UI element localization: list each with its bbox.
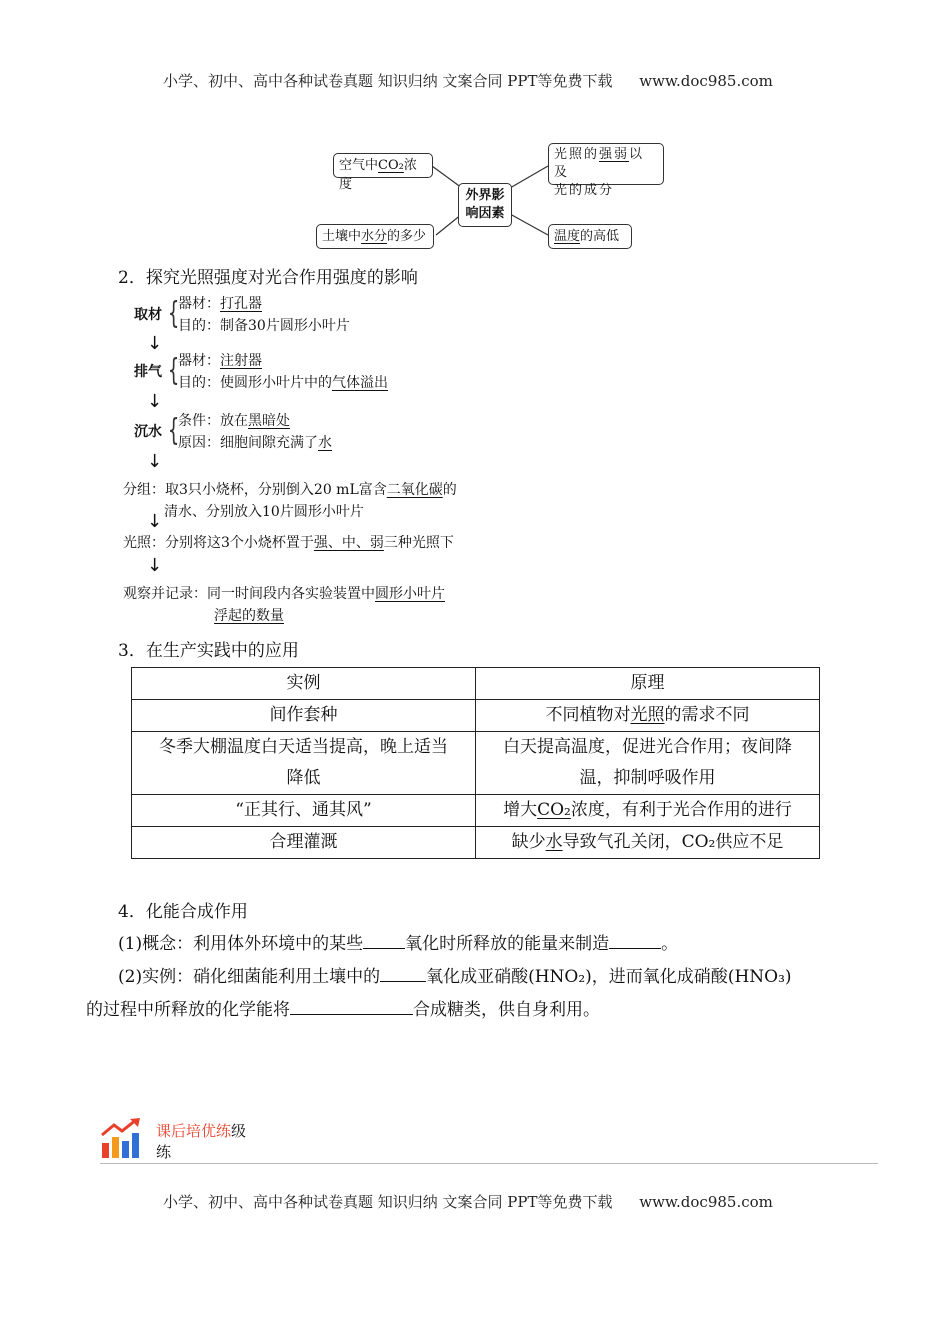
table-cell-example bbox=[132, 732, 476, 795]
table-cell-example: 合理灌溉 bbox=[132, 827, 476, 859]
step3-line1 bbox=[178, 410, 290, 430]
down-arrow-icon: ↓ bbox=[147, 451, 163, 472]
step1-l1-pre: 器材： bbox=[178, 296, 220, 312]
step6-l1-pre: 观察并记录：同一时间段内各实验装置中 bbox=[123, 586, 375, 602]
step2-l1-pre: 器材： bbox=[178, 353, 220, 369]
step4-line1 bbox=[123, 479, 457, 499]
p3-post: 合成糖类，供自身利用。 bbox=[413, 1000, 600, 1020]
diagram-center-box bbox=[458, 183, 512, 227]
table-header-example: 实例 bbox=[132, 668, 476, 700]
page-footer bbox=[163, 1191, 773, 1212]
step3-l2-answer: 水 bbox=[318, 435, 332, 451]
center-line-1: 外界影 bbox=[465, 188, 505, 203]
step1-line2: 目的：制备30片圆形小叶片 bbox=[178, 318, 350, 334]
p3-pre: 的过程中所释放的化学能将 bbox=[86, 1000, 290, 1020]
cell-line-2: 降低 bbox=[286, 768, 321, 788]
step2-l1-answer: 注射器 bbox=[220, 353, 262, 369]
blank-4 bbox=[290, 1000, 413, 1015]
step1-line1 bbox=[178, 293, 262, 313]
badge-red-text: 课后培优练 bbox=[156, 1122, 232, 1140]
header-url: www.doc985.com bbox=[639, 72, 773, 90]
step3-line2 bbox=[178, 432, 332, 452]
blank-3 bbox=[380, 967, 426, 982]
step4-l1-pre: 分组：取3只小烧杯，分别倒入20 mL富含 bbox=[123, 482, 387, 498]
table-row bbox=[132, 827, 820, 859]
step3-l1-answer: 黑暗处 bbox=[248, 413, 290, 429]
co2-answer: CO₂ bbox=[378, 158, 404, 173]
cell-post: 浓度，有利于光合作用的进行 bbox=[570, 800, 792, 820]
step2-label: 排气 bbox=[134, 364, 162, 380]
table-row bbox=[132, 732, 820, 795]
section4-p1 bbox=[118, 929, 678, 954]
blank-1 bbox=[363, 934, 405, 949]
step6-l2-answer: 浮起的数量 bbox=[214, 608, 284, 624]
temp-answer: 温度 bbox=[554, 229, 581, 244]
badge-title bbox=[156, 1120, 246, 1141]
diagram-box-co2 bbox=[333, 153, 433, 192]
step2-line2 bbox=[178, 372, 388, 392]
step6-l1-answer: 圆形小叶片 bbox=[375, 586, 445, 602]
light-post: 以及 bbox=[554, 147, 645, 180]
p1-mid: 氧化时所释放的能量来制造 bbox=[405, 934, 610, 954]
step3-brace: { bbox=[167, 413, 180, 448]
p2-mid: 氧化成亚硝酸(HNO₂)，进而氧化成硝酸(HNO₃) bbox=[426, 967, 792, 987]
cell-answer: 光照 bbox=[630, 705, 665, 725]
light-line-2: 光的成分 bbox=[554, 183, 615, 198]
cell-post: 的需求不同 bbox=[664, 705, 750, 725]
table-row bbox=[132, 700, 820, 732]
down-arrow-icon: ↓ bbox=[147, 391, 163, 412]
table-cell-example: 间作套种 bbox=[132, 700, 476, 732]
step2-l2-answer: 气体溢出 bbox=[332, 375, 388, 391]
center-line-2: 响因素 bbox=[465, 206, 505, 221]
step3-l1-pre: 条件：放在 bbox=[178, 413, 248, 429]
table-row bbox=[132, 795, 820, 827]
table-cell-principle bbox=[476, 700, 820, 732]
step2-brace: { bbox=[167, 353, 180, 388]
step4-l1-answer: 二氧化碳 bbox=[386, 482, 443, 498]
section4-p3 bbox=[86, 995, 600, 1020]
p1-end: 。 bbox=[661, 934, 679, 954]
step6-line2 bbox=[214, 605, 284, 625]
temp-post: 的高低 bbox=[580, 229, 620, 244]
cell-answer: 水 bbox=[545, 832, 563, 852]
section3-title: 3．在生产实践中的应用 bbox=[118, 641, 299, 661]
down-arrow-icon: ↓ bbox=[147, 555, 163, 576]
light-answer: 强弱 bbox=[599, 147, 630, 162]
step1-l1-answer: 打孔器 bbox=[220, 296, 262, 312]
divider bbox=[100, 1163, 878, 1164]
step4-l1-post: 的 bbox=[442, 482, 457, 498]
step1-label: 取材 bbox=[134, 307, 162, 323]
table-cell-example: “正其行、通其风” bbox=[132, 795, 476, 827]
cell-pre: 缺少 bbox=[511, 832, 546, 852]
badge-black-text: 级 bbox=[231, 1122, 247, 1140]
chart-growth-icon bbox=[100, 1117, 144, 1161]
table-header-principle: 原理 bbox=[476, 668, 820, 700]
cell-answer: CO₂ bbox=[537, 800, 571, 820]
p1-pre: (1)概念：利用体外环境中的某些 bbox=[118, 934, 364, 954]
section4-p2 bbox=[118, 962, 792, 987]
cell-line-1: 冬季大棚温度白天适当提高，晚上适当 bbox=[159, 737, 448, 757]
section4-title: 4．化能合成作用 bbox=[118, 902, 248, 922]
blank-2 bbox=[609, 934, 661, 949]
step6-line1 bbox=[123, 583, 445, 603]
water-answer: 水分 bbox=[361, 229, 388, 244]
diagram-box-water bbox=[316, 224, 434, 249]
cell-post: 导致气孔关闭，CO₂供应不足 bbox=[562, 832, 784, 852]
down-arrow-icon: ↓ bbox=[147, 333, 163, 354]
step5-answer: 强、中、弱 bbox=[313, 535, 384, 551]
co2-post: 浓度 bbox=[339, 158, 417, 192]
step5-line bbox=[123, 532, 454, 552]
section2-title: 2．探究光照强度对光合作用强度的影响 bbox=[118, 268, 418, 288]
step2-l2-pre: 目的：使圆形小叶片中的 bbox=[178, 375, 332, 391]
application-table bbox=[131, 667, 820, 859]
cell-pre: 增大 bbox=[503, 800, 538, 820]
table-header-row bbox=[132, 668, 820, 700]
water-post: 的多少 bbox=[387, 229, 427, 244]
step3-label: 沉水 bbox=[134, 424, 162, 440]
water-pre: 土壤中 bbox=[322, 229, 362, 244]
badge-line-2: 练 bbox=[156, 1143, 172, 1161]
table-cell-principle bbox=[476, 827, 820, 859]
cell-line-1: 白天提高温度，促进光合作用；夜间降 bbox=[503, 737, 792, 757]
down-arrow-icon: ↓ bbox=[147, 511, 163, 532]
table-cell-principle bbox=[476, 732, 820, 795]
step5-pre: 光照：分别将这3个小烧杯置于 bbox=[123, 535, 314, 551]
cell-line-2: 温，抑制呼吸作用 bbox=[579, 768, 716, 788]
p2-pre: (2)实例：硝化细菌能利用土壤中的 bbox=[118, 967, 381, 987]
step5-post: 三种光照下 bbox=[383, 535, 454, 551]
table-cell-principle bbox=[476, 795, 820, 827]
diagram-box-temp bbox=[548, 224, 632, 249]
diagram-box-light bbox=[548, 143, 664, 198]
step1-brace: { bbox=[167, 296, 180, 331]
footer-text: 小学、初中、高中各种试卷真题 知识归纳 文案合同 PPT等免费下载 bbox=[163, 1193, 613, 1211]
footer-url: www.doc985.com bbox=[639, 1193, 773, 1211]
light-pre: 光照的 bbox=[554, 147, 600, 162]
step3-l2-pre: 原因：细胞间隙充满了 bbox=[178, 435, 318, 451]
co2-pre: 空气中 bbox=[339, 158, 379, 173]
step4-line2: 清水、分别放入10片圆形小叶片 bbox=[164, 504, 364, 520]
step2-line1 bbox=[178, 350, 262, 370]
cell-pre: 不同植物对 bbox=[545, 705, 631, 725]
header-text: 小学、初中、高中各种试卷真题 知识归纳 文案合同 PPT等免费下载 bbox=[163, 72, 613, 90]
